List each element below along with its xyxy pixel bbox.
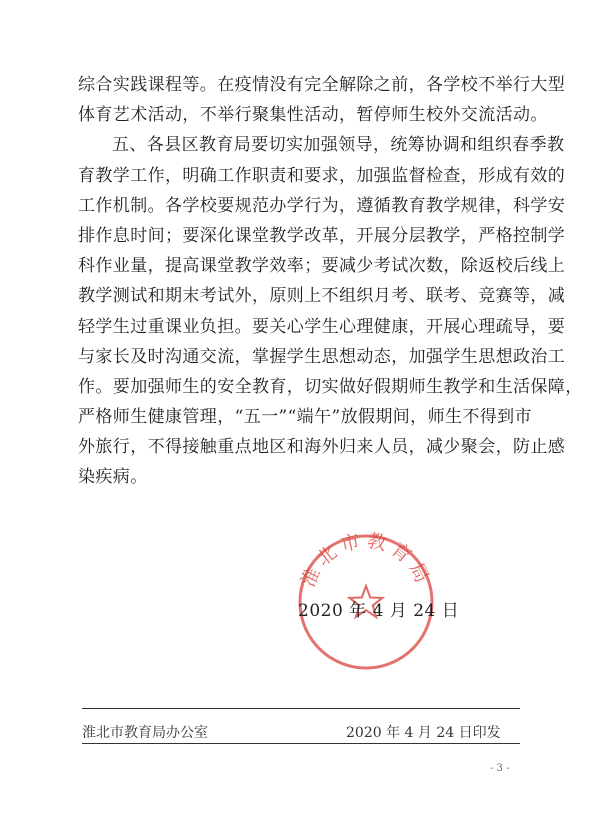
body-line: 育教学工作，明确工作职责和要求，加强监督检查，形成有效的 <box>78 165 566 186</box>
body-line: 教学测试和期末考试外，原则上不组织月考、联考、竞赛等，减 <box>78 286 566 307</box>
signoff-date: 2020 年 4 月 24 日 <box>298 601 460 621</box>
body-line: 外旅行，不得接触重点地区和海外归来人员，减少聚会，防止感 <box>78 437 566 458</box>
body-line: 综合实践课程等。在疫情没有完全解除之前，各学校不举行大型 <box>78 75 566 95</box>
body-line: 与家长及时沟通交流，掌握学生思想动态，加强学生思想政治工 <box>78 346 566 367</box>
document-body <box>78 70 583 493</box>
body-line: 严格师生健康管理，“五一”“端午”放假期间，师生不得到市 <box>78 407 532 428</box>
footer-issuer: 淮北市教育局办公室 <box>82 725 208 741</box>
body-line: 作。要加强师生的安全教育，切实做好假期师生教学和生活保障， <box>78 376 583 397</box>
body-line: 轻学生过重课业负担。要关心学生心理健康，开展心理疏导，要 <box>78 316 566 337</box>
body-line: 体育艺术活动，不举行聚集性活动，暂停师生校外交流活动。 <box>78 105 548 126</box>
body-line: 科作业量，提高课堂教学效率；要减少考试次数，除返校后线上 <box>78 256 566 277</box>
body-line: 五、各县区教育局要切实加强领导，统筹协调和组织春季教 <box>112 135 565 156</box>
page-number: - 3 - <box>490 763 510 774</box>
seal-text: 淮北市教育局 <box>296 529 436 591</box>
footer-top-rule <box>82 708 520 709</box>
body-line: 工作机制。各学校要规范办学行为，遵循教育教学规律，科学安 <box>78 195 566 216</box>
body-line: 排作息时间；要深化课堂教学改革，开展分层教学，严格控制学 <box>78 225 566 246</box>
body-line: 染疾病。 <box>78 467 148 488</box>
footer-bottom-rule <box>82 743 520 744</box>
footer-issue-date: 2020 年 4 月 24 日印发 <box>346 725 501 741</box>
